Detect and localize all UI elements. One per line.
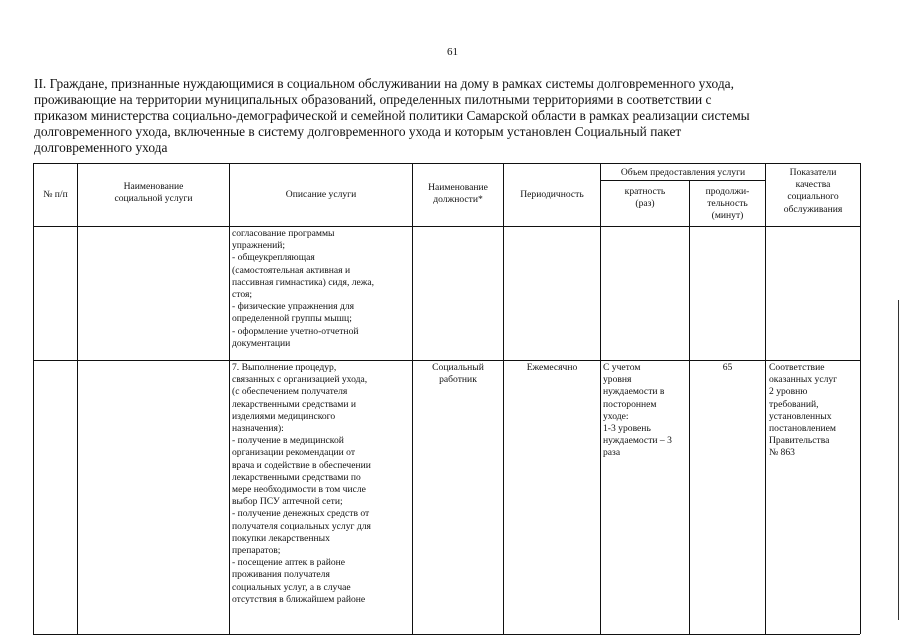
header-text: продолжи- xyxy=(705,186,750,197)
header-position xyxy=(413,182,503,206)
header-text: должности* xyxy=(433,194,483,206)
header-service-name xyxy=(78,181,229,205)
header-description: Описание услуги xyxy=(285,189,357,200)
row2-periodicity: Ежемесячно xyxy=(526,362,578,373)
header-text: Показатели xyxy=(789,167,837,178)
description-line: покупки лекарственных xyxy=(232,532,330,544)
header-num: № п/п xyxy=(43,189,68,200)
quality-line: № 863 xyxy=(769,447,795,459)
description-line: - получение в медицинской xyxy=(232,435,344,447)
heading-line: долговременного ухода, включенные в систему долговременного ухода и которым установлен Социальный пакет xyxy=(34,124,682,139)
description-line: согласование программы xyxy=(232,228,335,239)
description-line: организации рекомендации от xyxy=(232,447,356,459)
header-periodicity: Периодичность xyxy=(520,189,584,200)
volume-subheader-border xyxy=(600,180,765,181)
header-text: Наименование xyxy=(123,181,184,192)
column-border xyxy=(503,163,504,634)
header-text: (раз) xyxy=(635,198,655,210)
description-line: (с обеспечением получателя xyxy=(232,386,348,398)
column-border xyxy=(600,163,601,634)
quality-line: Правительства xyxy=(769,435,830,447)
header-text: тельность xyxy=(707,198,748,210)
description-line: 7. Выполнение процедур, xyxy=(232,362,337,373)
description-line: социальных услуг, а в случае xyxy=(232,581,351,593)
description-line: проживания получателя xyxy=(232,569,330,581)
column-border xyxy=(77,163,78,634)
frequency-line: уходе: xyxy=(603,410,629,422)
header-text: социальной услуги xyxy=(114,193,193,205)
frequency-line: постороннем xyxy=(603,398,657,410)
header-text: обслуживания xyxy=(783,203,843,215)
frequency-line: нуждаемости в xyxy=(603,386,665,398)
quality-line: требований, xyxy=(769,398,819,410)
quality-line: 2 уровню xyxy=(769,386,808,398)
row2-position xyxy=(413,362,503,386)
header-quality xyxy=(766,167,860,216)
row2-duration: 65 xyxy=(722,362,733,373)
description-line: определенной группы мышц; xyxy=(232,313,352,325)
column-border xyxy=(860,163,861,634)
description-line: врача и содействие в обеспечении xyxy=(232,459,371,471)
description-line: (самостоятельная активная и xyxy=(232,264,351,276)
heading-line: II. Граждане, признанные нуждающимися в социальном обслуживании на дому в рамках системы долговременного ухода, xyxy=(34,76,734,91)
description-line: стоя; xyxy=(232,289,253,301)
column-border xyxy=(765,163,766,634)
description-line: назначения): xyxy=(232,423,284,435)
description-line: - посещение аптек в районе xyxy=(232,557,346,569)
quality-line: постановлением xyxy=(769,423,836,435)
frequency-line: раза xyxy=(603,447,621,459)
heading-line: проживающие на территории муниципальных образований, определенных пилотными территориями в соответствии с xyxy=(34,92,712,107)
description-line: препаратов; xyxy=(232,545,281,557)
quality-line: установленных xyxy=(769,410,832,422)
header-volume: Объем предоставления услуги xyxy=(620,167,746,178)
description-line: отсутствия в ближайшем районе xyxy=(232,593,366,605)
description-line: упражнений; xyxy=(232,240,286,252)
description-line: документации xyxy=(232,337,291,349)
header-bottom-border xyxy=(33,226,860,227)
header-frequency xyxy=(601,186,689,210)
page-number: 61 xyxy=(447,46,458,58)
header-text: кратность xyxy=(624,186,666,197)
header-text: (минут) xyxy=(711,210,744,222)
header-duration xyxy=(690,186,765,223)
column-border xyxy=(33,163,34,634)
description-line: связанных с организацией ухода, xyxy=(232,374,368,386)
row1-description xyxy=(232,228,410,350)
description-line: выбор ПСУ аптечной сети; xyxy=(232,496,343,508)
heading-line: долговременного ухода xyxy=(34,140,168,155)
column-border xyxy=(689,180,690,634)
table-border-top xyxy=(33,163,860,164)
column-border xyxy=(412,163,413,634)
header-text: Наименование xyxy=(428,182,488,193)
header-text: социального xyxy=(787,191,839,203)
position-line: работник xyxy=(439,374,477,386)
quality-line: Соответствие xyxy=(769,362,825,373)
heading-line: приказом министерства социально-демографической и семейной политики Самарской области в рамках реализации системы xyxy=(34,108,750,123)
description-line: - физические упражнения для xyxy=(232,301,355,313)
frequency-line: уровня xyxy=(603,374,632,386)
frequency-line: С учетом xyxy=(603,362,641,373)
frequency-line: 1-3 уровень xyxy=(603,423,651,435)
quality-line: оказанных услуг xyxy=(769,374,838,386)
description-line: получателя социальных услуг для xyxy=(232,520,371,532)
description-line: - общеукрепляющая xyxy=(232,252,315,264)
description-line: - получение денежных средств от xyxy=(232,508,370,520)
frequency-line: нуждаемости – 3 xyxy=(603,435,672,447)
header-text: качества xyxy=(795,179,831,191)
column-border xyxy=(229,163,230,634)
scan-edge-line xyxy=(898,300,899,620)
row2-frequency xyxy=(603,362,689,460)
table-border-bottom xyxy=(33,634,860,635)
row2-quality xyxy=(769,362,859,460)
row2-description xyxy=(232,362,410,606)
description-line: пассивная гимнастика) сидя, лежа, xyxy=(232,276,375,288)
section-heading xyxy=(34,76,860,156)
description-line: мере необходимости в том числе xyxy=(232,484,366,496)
position-line: Социальный xyxy=(432,362,484,373)
description-line: - оформление учетно-отчетной xyxy=(232,325,359,337)
description-line: изделиями медицинского xyxy=(232,410,336,422)
description-line: лекарственными средствами по xyxy=(232,471,361,483)
description-line: лекарственными средствами и xyxy=(232,398,357,410)
row-border xyxy=(33,360,860,361)
